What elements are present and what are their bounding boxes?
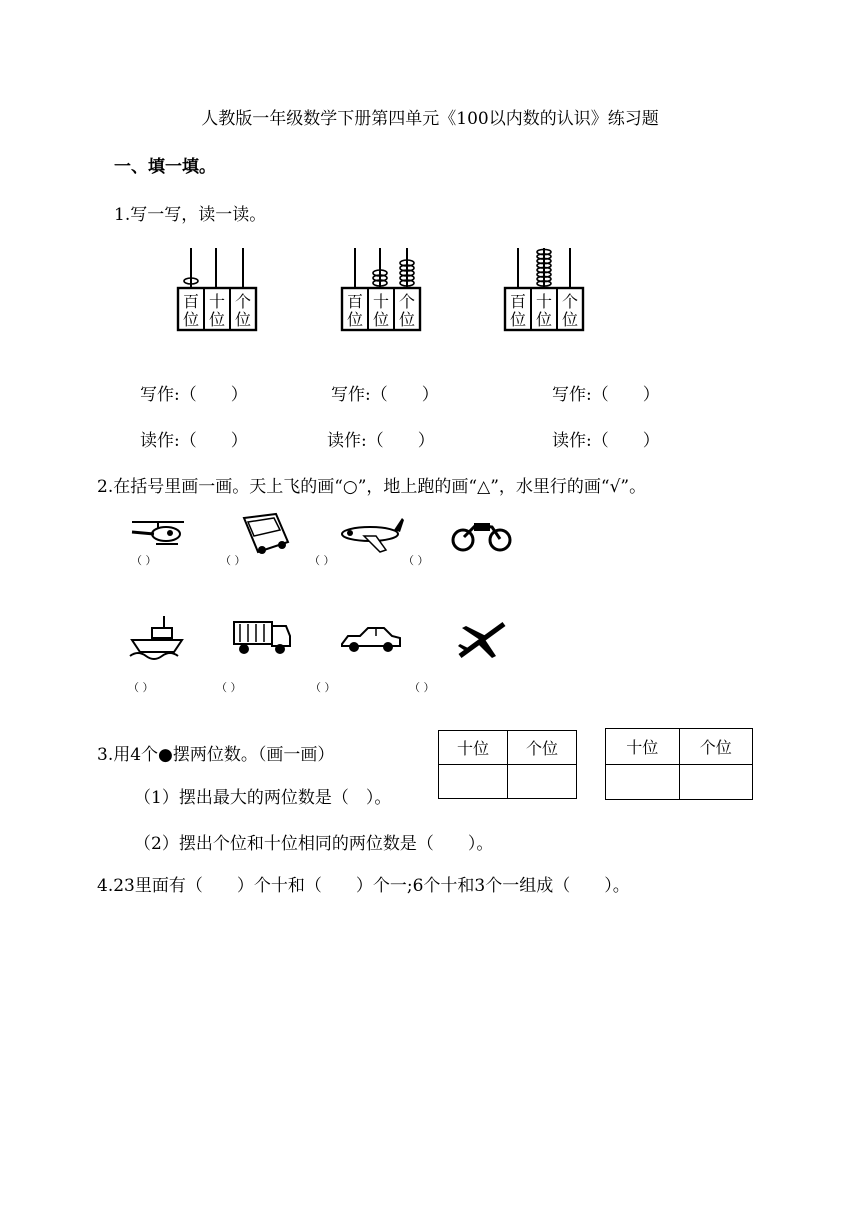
answer-blank-car[interactable]: （ ） [310, 681, 336, 694]
airplane-icon [336, 516, 406, 556]
answer-blank-airplane[interactable]: （ ） [309, 554, 335, 567]
tens-cell[interactable] [606, 765, 680, 800]
truck-icon [232, 618, 292, 656]
question-4-text: 4.23里面有（ ）个十和（ ）个一;6个十和3个一组成（ ）。 [97, 876, 630, 896]
document-title: 人教版一年级数学下册第四单元《100以内数的认识》练习题 [201, 109, 659, 129]
ship-icon [128, 614, 186, 660]
svg-text:位: 位 [234, 310, 252, 329]
write-blank-3[interactable]: 写作:（ ） [552, 385, 660, 405]
svg-text:位: 位 [346, 310, 364, 329]
abacus-2 [340, 248, 430, 333]
helicopter-icon [128, 518, 188, 548]
svg-text:十: 十 [535, 292, 553, 311]
abacus-1 [176, 248, 266, 333]
ones-cell[interactable] [679, 765, 753, 800]
question-3-sub-2: （2）摆出个位和十位相同的两位数是（ ）。 [134, 834, 494, 854]
svg-text:位: 位 [535, 310, 553, 329]
place-value-table-1 [438, 730, 577, 799]
jet-icon [456, 616, 510, 662]
answer-blank-helicopter[interactable]: （ ） [131, 554, 157, 567]
svg-text:个: 个 [561, 292, 579, 311]
question-3-sub-1: （1）摆出最大的两位数是（ ）。 [134, 788, 392, 808]
svg-text:位: 位 [208, 310, 226, 329]
question-2-prompt: 2.在括号里画一画。天上飞的画“○”，地上跑的画“△”，水里行的画“√”。 [97, 477, 647, 497]
svg-text:位: 位 [372, 310, 390, 329]
abacus-3 [503, 248, 593, 333]
read-blank-2[interactable]: 读作:（ ） [327, 431, 435, 451]
ones-header: 个位 [508, 731, 577, 765]
ones-cell[interactable] [508, 765, 577, 799]
svg-text:十: 十 [372, 292, 390, 311]
tens-cell[interactable] [439, 765, 508, 799]
answer-blank-bus[interactable]: （ ） [220, 554, 246, 567]
svg-text:位: 位 [398, 310, 416, 329]
write-blank-1[interactable]: 写作:（ ） [140, 385, 248, 405]
motorcycle-icon [450, 515, 514, 553]
tens-header: 十位 [606, 729, 680, 765]
read-blank-3[interactable]: 读作:（ ） [552, 431, 660, 451]
read-blank-1[interactable]: 读作:（ ） [140, 431, 248, 451]
answer-blank-truck[interactable]: （ ） [216, 681, 242, 694]
answer-blank-motorcycle[interactable]: （ ） [403, 554, 429, 567]
section-title: 一、填一填。 [114, 157, 216, 177]
bus-icon [236, 510, 291, 555]
svg-text:位: 位 [561, 310, 579, 329]
answer-blank-jet[interactable]: （ ） [409, 681, 435, 694]
svg-text:百: 百 [182, 292, 200, 311]
svg-text:个: 个 [234, 292, 252, 311]
answer-blank-ship[interactable]: （ ） [128, 681, 154, 694]
car-icon [338, 624, 404, 654]
place-value-table-2 [605, 728, 753, 800]
svg-text:个: 个 [398, 292, 416, 311]
svg-text:百: 百 [509, 292, 527, 311]
svg-text:十: 十 [208, 292, 226, 311]
question-1-prompt: 1.写一写，读一读。 [114, 205, 267, 225]
write-blank-2[interactable]: 写作:（ ） [331, 385, 439, 405]
question-3-prompt: 3.用4个●摆两位数。（画一画） [97, 745, 335, 765]
ones-header: 个位 [679, 729, 753, 765]
svg-text:百: 百 [346, 292, 364, 311]
svg-text:位: 位 [182, 310, 200, 329]
svg-text:位: 位 [509, 310, 527, 329]
tens-header: 十位 [439, 731, 508, 765]
